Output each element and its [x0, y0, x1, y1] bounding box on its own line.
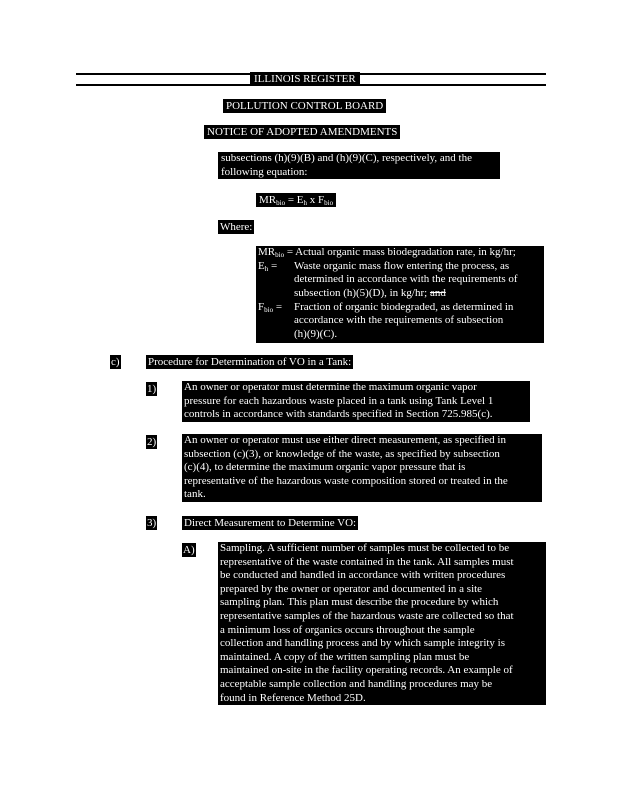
notice-title: NOTICE OF ADOPTED AMENDMENTS	[204, 125, 400, 139]
item-2-text: An owner or operator must use either direct measurement, as specified in subsection (c)(3), or knowledge of the waste, as specified by subsection (c)(4), to determine the maximum organic vapor pressure that is representative of the hazardous waste composition stored or treated in the tank.	[182, 434, 542, 502]
definition-eh: $E_h$ = Waste organic mass flow entering the process, as determined in accordance with the requirements of subsection (h)(5)(D), in kg/hr; and	[258, 259, 518, 299]
intro-paragraph	[218, 152, 500, 179]
item-1-text: An owner or operator must determine the maximum organic vapor pressure for each hazardous waste placed in a tank using Tank Level 1 controls in accordance with standards specified in Section 725.985(c).	[182, 381, 530, 422]
definition-fbio: $F_{bio}$ = Fraction of organic biodegraded, as determined in accordance with the requirements of subsection (h)(9)(C).	[258, 300, 514, 340]
item-1-label: 1)	[147, 383, 157, 395]
board-title: POLLUTION CONTROL BOARD	[223, 99, 386, 113]
item-a-label: A)	[183, 544, 195, 556]
definitions-block	[256, 246, 544, 343]
equation: $MR_{bio} = E_h$ x $F_{bio}$	[256, 193, 336, 207]
section-c-title: Procedure for Determination of VO in a Tank:	[148, 356, 352, 368]
intro-line: following equation:	[221, 165, 308, 178]
intro-line: subsections (h)(9)(B) and (h)(9)(C), respectively, and the	[221, 152, 472, 164]
item-3-title: Direct Measurement to Determine VO:	[184, 517, 357, 529]
struck-text: and	[429, 286, 446, 299]
item-2-label: 2)	[147, 436, 157, 448]
definition-mr: $MR_{bio}$ = Actual organic mass biodegradation rate, in kg/hr;	[258, 246, 516, 259]
register-title: ILLINOIS REGISTER	[250, 72, 360, 86]
where-label: Where:	[220, 221, 253, 233]
item-a-text: Sampling. A sufficient number of samples must be collected to be representative of the waste contained in the tank. All samples must be conducted and handled in accordance with written procedures prepared by the owner or operator and documented in a site sampling plan. This plan must describe the procedure by which representative samples of the hazardous waste are collected so that a minimum loss of organics occurs throughout the sample collection and handling process and by which sample integrity is maintained. A copy of the written sampling plan must be maintained on-site in the facility operating records. An example of acceptable sample collection and handling procedures may be found in Reference Method 25D.	[218, 542, 546, 705]
item-3-label: 3)	[147, 517, 157, 529]
section-c-label: c)	[111, 356, 120, 368]
